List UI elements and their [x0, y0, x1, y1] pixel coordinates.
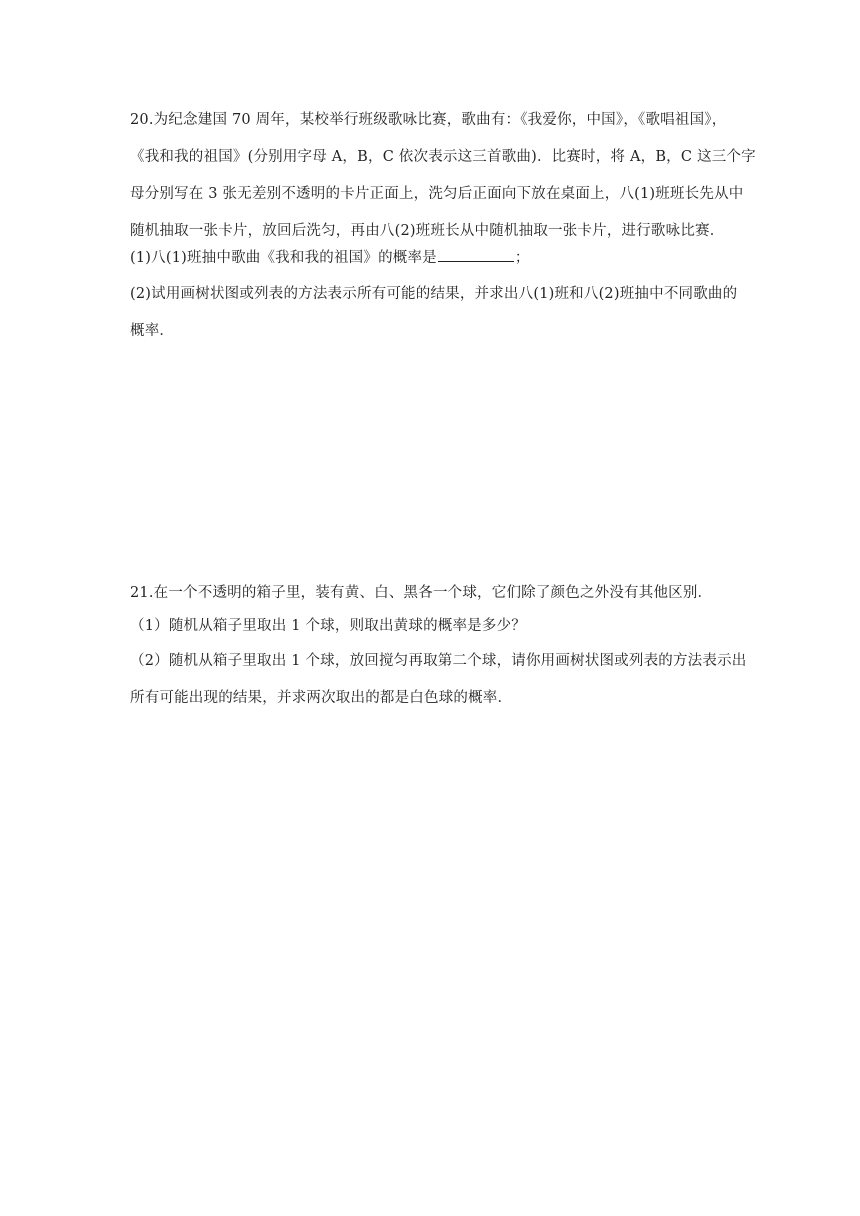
q20-part-2-line-2: 概率． [130, 323, 175, 339]
q21-part-2-line-2: 所有可能出现的结果，并求两次取出的都是白色球的概率． [130, 690, 513, 706]
q20-part-1 [130, 246, 530, 268]
q21-part-1: （1）随机从箱子里取出 1 个球，则取出黄球的概率是多少？ [130, 618, 526, 634]
q21-part-2-line-1: （2）随机从箱子里取出 1 个球，放回搅匀再取第二个球，请你用画树状图或列表的方法表示出 [130, 653, 747, 669]
q20-stem-line-1: 20.为纪念建国 70 周年，某校举行班级歌咏比赛，歌曲有：《我爱你，中国》，《歌唱祖国》， [130, 112, 727, 128]
q20-stem-line-2: 《我和我的祖国》(分别用字母 A，B，C 依次表示这三首歌曲)．比赛时，将 A，B，C 这三个字 [130, 149, 756, 165]
q20-stem-line-3: 母分别写在 3 张无差别不透明的卡片正面上，洗匀后正面向下放在桌面上，八(1)班班长先从中 [130, 186, 744, 202]
q21-stem: 21.在一个不透明的箱子里，装有黄、白、黑各一个球，它们除了颜色之外没有其他区别． [130, 585, 713, 601]
q20-part-1-text: (1)八(1)班抽中歌曲《我和我的祖国》的概率是 [130, 250, 437, 266]
answer-blank[interactable] [438, 246, 514, 262]
q20-part-2-line-1: (2)试用画树状图或列表的方法表示所有可能的结果，并求出八(1)班和八(2)班抽中不同歌曲的 [130, 286, 738, 302]
q20-stem-line-4: 随机抽取一张卡片，放回后洗匀，再由八(2)班班长从中随机抽取一张卡片，进行歌咏比赛． [130, 223, 725, 239]
q20-part-1-end: ； [514, 250, 530, 266]
